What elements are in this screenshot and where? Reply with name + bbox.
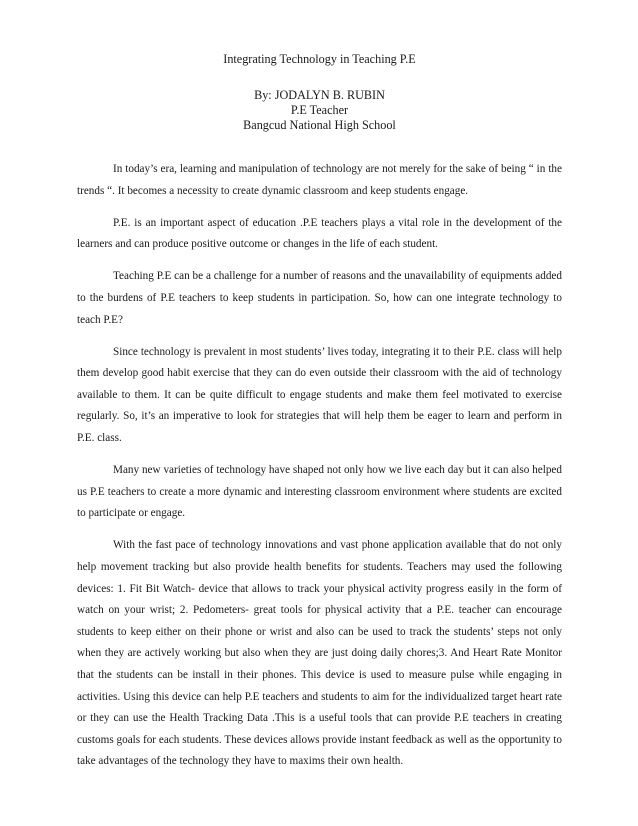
paragraph-4: Since technology is prevalent in most students’ lives today, integrating it to their P.E. class will help them develop good habit exercise that they can do even outside their classroom with the aid of technology available to them. It can be quite difficult to engage students and make them feel motivated to exercise regularly. So, it’s an imperative to look for strategies that will help them be eager to learn and perform in P.E. class. (77, 345, 562, 445)
paragraph-5: Many new varieties of technology have shaped not only how we live each day but it can also helped us P.E teachers to create a more dynamic and interesting classroom environment where students are excited to participate or engage. (77, 464, 562, 520)
paragraph-3: Teaching P.E can be a challenge for a number of reasons and the unavailability of equipments added to the burdens of P.E teachers to keep students in participation. So, how can one integrate technology to teach P.E? (77, 270, 562, 326)
author-role: P.E Teacher (290, 103, 349, 117)
author-line: By: JODALYN B. RUBIN (254, 88, 385, 102)
document-body (77, 159, 562, 773)
paragraph-1: In today’s era, learning and manipulation of technology are not merely for the sake of being “ in the trends “. It becomes a necessity to create dynamic classroom and keep students engage. (77, 163, 562, 197)
document-title: Integrating Technology in Teaching P.E (223, 52, 416, 66)
paragraph-2: P.E. is an important aspect of education .P.E teachers plays a vital role in the development of the learners and can produce positive outcome or changes in the life of each student. (77, 216, 562, 251)
document-header (77, 52, 562, 133)
author-school: Bangcud National High School (243, 118, 396, 132)
paragraph-6: With the fast pace of technology innovations and vast phone application available that do not only help movement tracking but also provide health benefits for students. Teachers may used the following devices: 1. Fit Bit Watch- device that allows to track your physical activity progress easily in the form of watch on your wrist; 2. Pedometers- great tools for physical activity that a P.E. teacher can encourage students to keep either on their phone or wrist and also can be used to track the students’ steps not only when they are actively working but also when they are just doing daily chores;3. And Heart Rate Monitor that the students can be install in their phones. This device is used to measure pulse while engaging in activities. Using this device can help P.E teachers and students to aim for the individualized target heart rate or they can use the Health Tracking Data .This is a useful tools that can provide P.E teachers in creating customs goals for each students. These devices allows provide instant feedback as well as the opportunity to take advantages of the technology they have to maxims their own health. (77, 539, 562, 768)
